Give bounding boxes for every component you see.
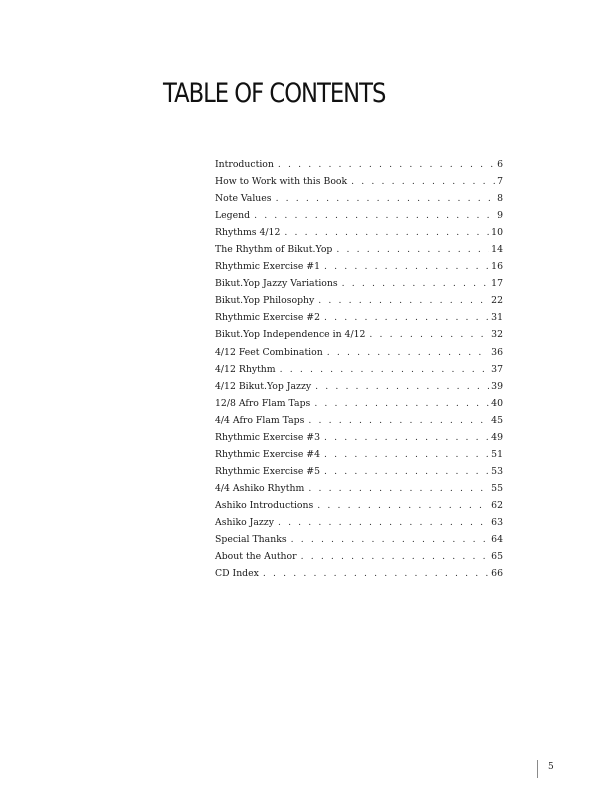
- toc-dot-leader: [308, 480, 489, 497]
- toc-entry-title: 12/8 Afro Flam Taps: [215, 397, 311, 409]
- toc-entry-title: Rhythms 4/12: [215, 227, 281, 239]
- toc-entry-page: 53: [491, 465, 503, 477]
- toc-entry-page: 32: [491, 329, 503, 341]
- toc-dot-leader: [291, 531, 490, 548]
- toc-entry-title: Rhythmic Exercise #5: [215, 465, 321, 477]
- toc-entry-title: Legend: [215, 210, 251, 222]
- toc-entry: [215, 463, 503, 480]
- toc-entry-title: The Rhythm of Bikut.Yop: [215, 244, 333, 256]
- toc-entry-page: 66: [491, 568, 503, 580]
- toc-entry-page: 63: [491, 516, 503, 528]
- toc-entry-page: 7: [497, 176, 503, 188]
- toc-dot-leader: [317, 497, 489, 514]
- toc-entry-title: Introduction: [215, 159, 274, 170]
- toc-entry: [215, 207, 503, 224]
- toc-entry-page: 16: [491, 261, 503, 273]
- toc-entry: [215, 309, 503, 326]
- toc-entry-title: Bikut.Yop Philosophy: [215, 295, 315, 307]
- toc-entry: [215, 514, 503, 531]
- toc-entry-page: 39: [491, 380, 503, 392]
- page-number: 5: [548, 762, 554, 772]
- toc-dot-leader: [280, 361, 490, 378]
- toc-entry-page: 9: [497, 210, 503, 222]
- toc-dot-leader: [324, 429, 489, 446]
- toc-entry-page: 37: [491, 363, 503, 375]
- toc-entry-page: 17: [491, 278, 503, 290]
- toc-entry: [215, 241, 503, 258]
- toc-entry-title: Special Thanks: [215, 534, 287, 546]
- toc-entry-page: 14: [491, 244, 503, 256]
- toc-entry: [215, 361, 503, 378]
- toc-entry-title: Bikut.Yop Jazzy Variations: [215, 278, 338, 290]
- toc-entry: [215, 548, 503, 565]
- toc-entry-page: 6: [497, 159, 503, 170]
- toc-entry: [215, 190, 503, 207]
- toc-entry-title: About the Author: [215, 551, 297, 563]
- toc-dot-leader: [324, 446, 489, 463]
- toc-entry-page: 51: [491, 448, 503, 460]
- toc-entry-page: 55: [491, 482, 503, 494]
- toc-dot-leader: [369, 326, 489, 343]
- toc-dot-leader: [315, 378, 489, 395]
- toc-entry: [215, 326, 503, 343]
- toc-entry: [215, 412, 503, 429]
- toc-entry: [215, 275, 503, 292]
- toc-dot-leader: [351, 173, 495, 190]
- toc-entry: [215, 258, 503, 275]
- toc-dot-leader: [324, 463, 489, 480]
- toc-dot-leader: [301, 548, 490, 565]
- toc-dot-leader: [284, 224, 489, 241]
- toc-dot-leader: [342, 275, 490, 292]
- toc-entry: [215, 480, 503, 497]
- toc-entry-title: Bikut.Yop Independence in 4/12: [215, 329, 366, 341]
- toc-entry-title: CD Index: [215, 568, 259, 580]
- toc-entry-page: 36: [491, 346, 503, 358]
- toc-entry-page: 31: [491, 312, 503, 324]
- toc-entry-page: 62: [491, 499, 503, 511]
- toc-dot-leader: [278, 514, 489, 531]
- table-of-contents: [215, 156, 503, 582]
- toc-entry: [215, 224, 503, 241]
- toc-entry-page: 8: [497, 193, 503, 205]
- toc-entry: [215, 446, 503, 463]
- toc-entry: [215, 292, 503, 309]
- toc-entry: [215, 429, 503, 446]
- toc-entry-page: 45: [491, 414, 503, 426]
- toc-entry: [215, 344, 503, 361]
- toc-entry: [215, 156, 503, 173]
- toc-entry-page: 22: [491, 295, 503, 307]
- toc-entry-title: Ashiko Jazzy: [215, 516, 274, 528]
- toc-entry: [215, 531, 503, 548]
- toc-entry-page: 49: [491, 431, 503, 443]
- toc-entry-title: Rhythmic Exercise #1: [215, 261, 321, 273]
- toc-dot-leader: [336, 241, 489, 258]
- toc-entry: [215, 497, 503, 514]
- toc-entry-title: Note Values: [215, 193, 272, 205]
- toc-dot-leader: [314, 395, 489, 412]
- toc-entry: [215, 378, 503, 395]
- page-title: TABLE OF CONTENTS: [163, 78, 386, 109]
- toc-entry-page: 64: [491, 534, 503, 546]
- toc-entry-title: Ashiko Introductions: [215, 499, 314, 511]
- toc-entry-title: 4/12 Feet Combination: [215, 346, 323, 358]
- toc-entry-page: 65: [491, 551, 503, 563]
- toc-entry-title: 4/12 Bikut.Yop Jazzy: [215, 380, 312, 392]
- toc-dot-leader: [324, 258, 489, 275]
- toc-dot-leader: [278, 156, 495, 173]
- toc-entry-page: 10: [491, 227, 503, 239]
- toc-entry-page: 40: [491, 397, 503, 409]
- toc-dot-leader: [318, 292, 489, 309]
- toc-entry-title: Rhythmic Exercise #4: [215, 448, 321, 460]
- toc-entry-title: 4/4 Ashiko Rhythm: [215, 482, 305, 494]
- toc-dot-leader: [263, 565, 489, 582]
- toc-entry-title: Rhythmic Exercise #2: [215, 312, 321, 324]
- toc-entry-title: 4/4 Afro Flam Taps: [215, 414, 305, 426]
- toc-entry-title: 4/12 Rhythm: [215, 363, 276, 375]
- toc-dot-leader: [254, 207, 495, 224]
- toc-entry-title: How to Work with this Book: [215, 176, 348, 188]
- toc-dot-leader: [276, 190, 496, 207]
- toc-entry-title: Rhythmic Exercise #3: [215, 431, 321, 443]
- toc-entry: [215, 395, 503, 412]
- page-number-divider: [537, 760, 538, 778]
- toc-dot-leader: [324, 309, 489, 326]
- toc-dot-leader: [308, 412, 489, 429]
- toc-entry: [215, 565, 503, 582]
- toc-dot-leader: [327, 344, 489, 361]
- toc-entry: [215, 173, 503, 190]
